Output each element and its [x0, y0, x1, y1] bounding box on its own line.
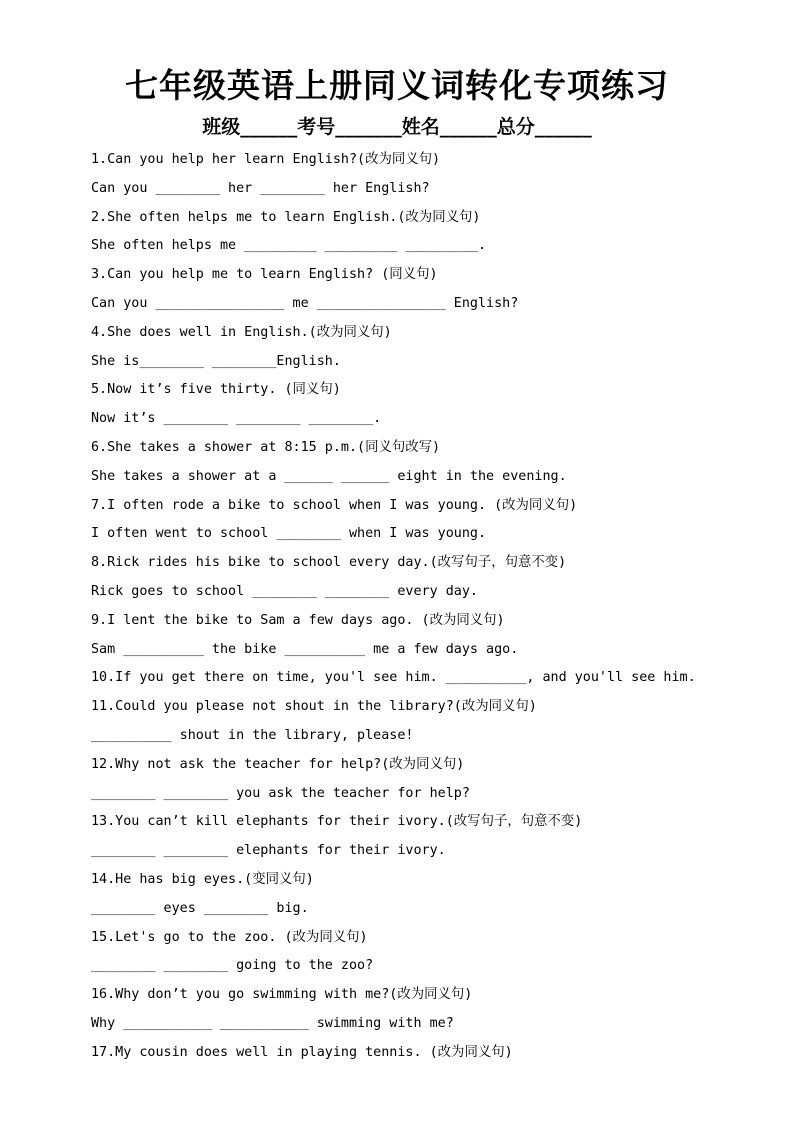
- exercise-line: 15.Let's go to the zoo. (改为同义句): [91, 929, 368, 945]
- exercise-line: She often helps me _________ _________ _________.: [91, 238, 487, 254]
- exercise-line: She takes a shower at a ______ ______ eight in the evening.: [91, 468, 567, 484]
- exercise-line: Sam __________ the bike __________ me a few days ago.: [91, 641, 519, 657]
- exercise-line: ________ ________ going to the zoo?: [91, 958, 374, 974]
- exercise-line: Now it’s ________ ________ ________.: [91, 411, 382, 427]
- exercise-line: 10.If you get there on time, you'l see him. __________, and you'll see him.: [91, 670, 696, 686]
- exercise-line: 8.Rick rides his bike to school every day.(改写句子，句意不变): [91, 555, 567, 571]
- exercise-line: 9.I lent the bike to Sam a few days ago. (改为同义句): [91, 612, 505, 628]
- exercise-line: Can you ________ her ________ her English?: [91, 180, 430, 196]
- exercise-line: 2.She often helps me to learn English.(改为同义句): [91, 209, 481, 225]
- exercise-line: 6.She takes a shower at 8:15 p.m.(同义句改写): [91, 439, 441, 455]
- exercise-line: 17.My cousin does well in playing tennis. (改为同义句): [91, 1044, 513, 1060]
- exercise-line: 3.Can you help me to learn English? (同义句): [91, 267, 438, 283]
- exercise-line: 1.Can you help her learn English?(改为同义句): [91, 152, 441, 167]
- exercise-line: ________ ________ you ask the teacher for help?: [91, 785, 470, 801]
- exercise-line: ________ eyes ________ big.: [91, 900, 309, 916]
- page-title: 七年级英语上册同义词转化专项练习: [125, 66, 669, 105]
- exercise-line: __________ shout in the library, please!: [91, 727, 414, 743]
- exercise-line: Why ___________ ___________ swimming with me?: [91, 1015, 454, 1031]
- exercise-line: She is________ ________English.: [91, 353, 341, 369]
- exercise-line: 4.She does well in English.(改为同义句): [91, 324, 392, 340]
- exercise-line: I often went to school ________ when I was young.: [91, 526, 487, 542]
- student-info-line: 班级______考号_______姓名______总分______: [202, 116, 592, 138]
- exercise-line: 16.Why don’t you go swimming with me?(改为同义句): [91, 987, 473, 1003]
- exercise-line: 5.Now it’s five thirty. (同义句): [91, 382, 341, 398]
- exercise-line: 7.I often rode a bike to school when I was young. (改为同义句): [91, 497, 578, 513]
- exercise-line: Can you ________________ me ________________ English?: [91, 295, 519, 311]
- exercise-list: [91, 146, 731, 1068]
- exercise-line: 14.He has big eyes.(变同义句): [91, 871, 314, 887]
- exercise-line: ________ ________ elephants for their ivory.: [91, 843, 446, 859]
- exercise-line: 12.Why not ask the teacher for help?(改为同义句): [91, 756, 465, 772]
- exercise-line: 13.You can’t kill elephants for their ivory.(改写句子，句意不变): [91, 814, 583, 830]
- exercise-line: Rick goes to school ________ ________ every day.: [91, 583, 478, 599]
- exercise-line: 11.Could you please not shout in the library?(改为同义句): [91, 699, 537, 715]
